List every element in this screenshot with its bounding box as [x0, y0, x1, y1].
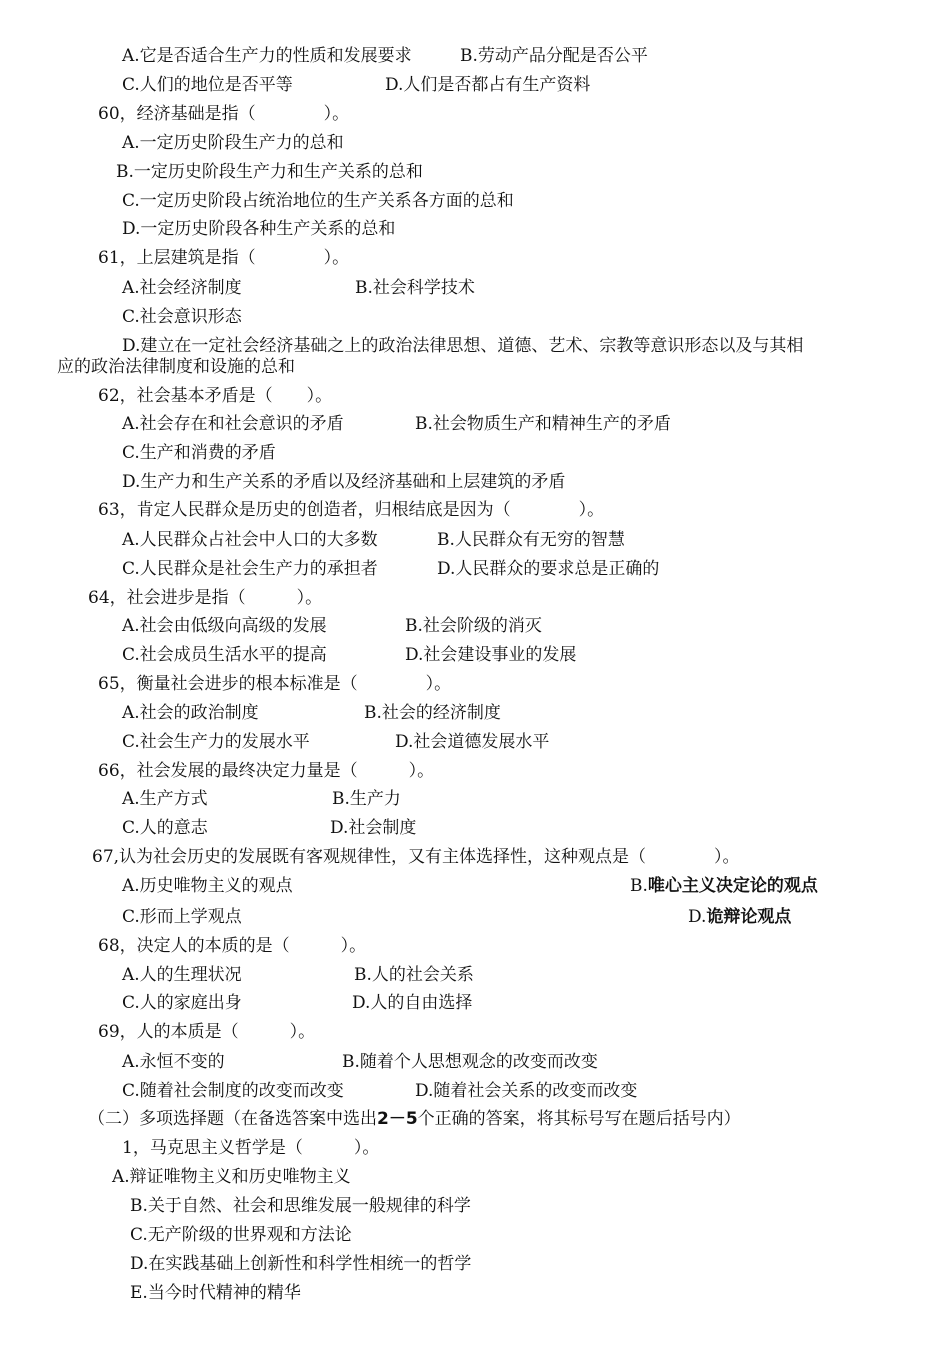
q67-stem: 67,认为社会历史的发展既有客观规律性，又有主体选择性，这种观点是（ ）。 [92, 847, 740, 867]
q59-option-d: D.人们是否都占有生产资料 [385, 75, 591, 95]
q63-option-c: C.人民群众是社会生产力的承担者 [122, 559, 378, 579]
q61-option-a: A.社会经济制度 [122, 278, 242, 298]
q69-option-c: C.随着社会制度的改变而改变 [122, 1081, 344, 1101]
m1-option-a: A.辩证唯物主义和历史唯物主义 [112, 1167, 351, 1187]
q66-option-a: A.生产方式 [122, 789, 208, 809]
q65-stem: 65，衡量社会进步的根本标准是（ ）。 [98, 674, 452, 694]
q60-stem: 60，经济基础是指（ ）。 [98, 104, 350, 124]
section2-heading-pre: （二）多项选择题（在备选答案中选出 [88, 1109, 377, 1129]
q68-option-a: A.人的生理状况 [122, 965, 242, 985]
q67-option-b-text: 唯心主义决定论的观点 [647, 876, 818, 896]
m1-option-e: E.当今时代精神的精华 [130, 1283, 301, 1303]
section2-heading [88, 1108, 741, 1130]
q62-stem: 62，社会基本矛盾是（ ）。 [98, 386, 333, 406]
q68-stem: 68，决定人的本质的是（ ）。 [98, 936, 367, 956]
q63-option-d: D.人民群众的要求总是正确的 [437, 559, 660, 579]
q61-option-d-line2: 应的政治法律制度和设施的总和 [57, 357, 295, 377]
m1-stem: 1，马克思主义哲学是（ ）。 [122, 1138, 380, 1158]
q68-option-c: C.人的家庭出身 [122, 993, 242, 1013]
q63-option-b: B.人民群众有无穷的智慧 [437, 530, 625, 550]
q66-option-b: B.生产力 [332, 789, 401, 809]
q60-option-a: A.一定历史阶段生产力的总和 [122, 133, 344, 153]
q69-stem: 69，人的本质是（ ）。 [98, 1022, 316, 1042]
q67-option-a: A.历史唯物主义的观点 [122, 876, 293, 896]
q64-option-d: D.社会建设事业的发展 [405, 645, 577, 665]
q65-option-d: D.社会道德发展水平 [395, 732, 550, 752]
q68-option-b: B.人的社会关系 [354, 965, 474, 985]
q62-option-c: C.生产和消费的矛盾 [122, 443, 276, 463]
q61-option-b: B.社会科学技术 [355, 278, 475, 298]
q65-option-a: A.社会的政治制度 [122, 703, 259, 723]
m1-option-b: B.关于自然、社会和思维发展一般规律的科学 [130, 1196, 471, 1216]
q61-option-d-line1: D.建立在一定社会经济基础之上的政治法律思想、道德、艺术、宗教等意识形态以及与其相 [122, 336, 804, 356]
q61-option-c: C.社会意识形态 [122, 307, 242, 327]
q63-stem: 63，肯定人民群众是历史的创造者，归根结底是因为（ ）。 [98, 500, 605, 520]
q60-option-d: D.一定历史阶段各种生产关系的总和 [122, 219, 396, 239]
q62-option-b: B.社会物质生产和精神生产的矛盾 [415, 414, 671, 434]
q64-option-c: C.社会成员生活水平的提高 [122, 645, 327, 665]
q59-option-b: B.劳动产品分配是否公平 [460, 46, 648, 66]
q64-option-a: A.社会由低级向高级的发展 [122, 616, 327, 636]
q67-option-d [688, 906, 791, 928]
q64-option-b: B.社会阶级的消灭 [405, 616, 542, 636]
q64-stem: 64，社会进步是指（ ）。 [88, 588, 323, 608]
q67-option-b [630, 875, 818, 897]
q66-stem: 66，社会发展的最终决定力量是（ ）。 [98, 761, 435, 781]
q66-option-d: D.社会制度 [330, 818, 417, 838]
q69-option-b: B.随着个人思想观念的改变而改变 [342, 1052, 598, 1072]
q60-option-c: C.一定历史阶段占统治地位的生产关系各方面的总和 [122, 191, 514, 211]
q62-option-d: D.生产力和生产关系的矛盾以及经济基础和上层建筑的矛盾 [122, 472, 566, 492]
q69-option-a: A.永恒不变的 [122, 1052, 225, 1072]
q69-option-d: D.随着社会关系的改变而改变 [415, 1081, 638, 1101]
q60-option-b: B.一定历史阶段生产力和生产关系的总和 [116, 162, 423, 182]
q65-option-c: C.社会生产力的发展水平 [122, 732, 310, 752]
q62-option-a: A.社会存在和社会意识的矛盾 [122, 414, 344, 434]
q61-stem: 61，上层建筑是指（ ）。 [98, 248, 350, 268]
m1-option-c: C.无产阶级的世界观和方法论 [130, 1225, 352, 1245]
q67-option-b-prefix: B. [630, 876, 648, 896]
section2-heading-post: 个正确的答案，将其标号写在题后括号内） [417, 1109, 741, 1129]
q66-option-c: C.人的意志 [122, 818, 208, 838]
q59-option-c: C.人们的地位是否平等 [122, 75, 293, 95]
q67-option-d-text: 诡辩论观点 [706, 907, 792, 927]
q65-option-b: B.社会的经济制度 [364, 703, 501, 723]
section2-heading-count: 2－5 [377, 1109, 418, 1129]
q68-option-d: D.人的自由选择 [352, 993, 473, 1013]
q63-option-a: A.人民群众占社会中人口的大多数 [122, 530, 378, 550]
q59-option-a: A.它是否适合生产力的性质和发展要求 [122, 46, 412, 66]
q67-option-d-prefix: D. [688, 907, 707, 927]
q67-option-c: C.形而上学观点 [122, 907, 242, 927]
m1-option-d: D.在实践基础上创新性和科学性相统一的哲学 [130, 1254, 472, 1274]
